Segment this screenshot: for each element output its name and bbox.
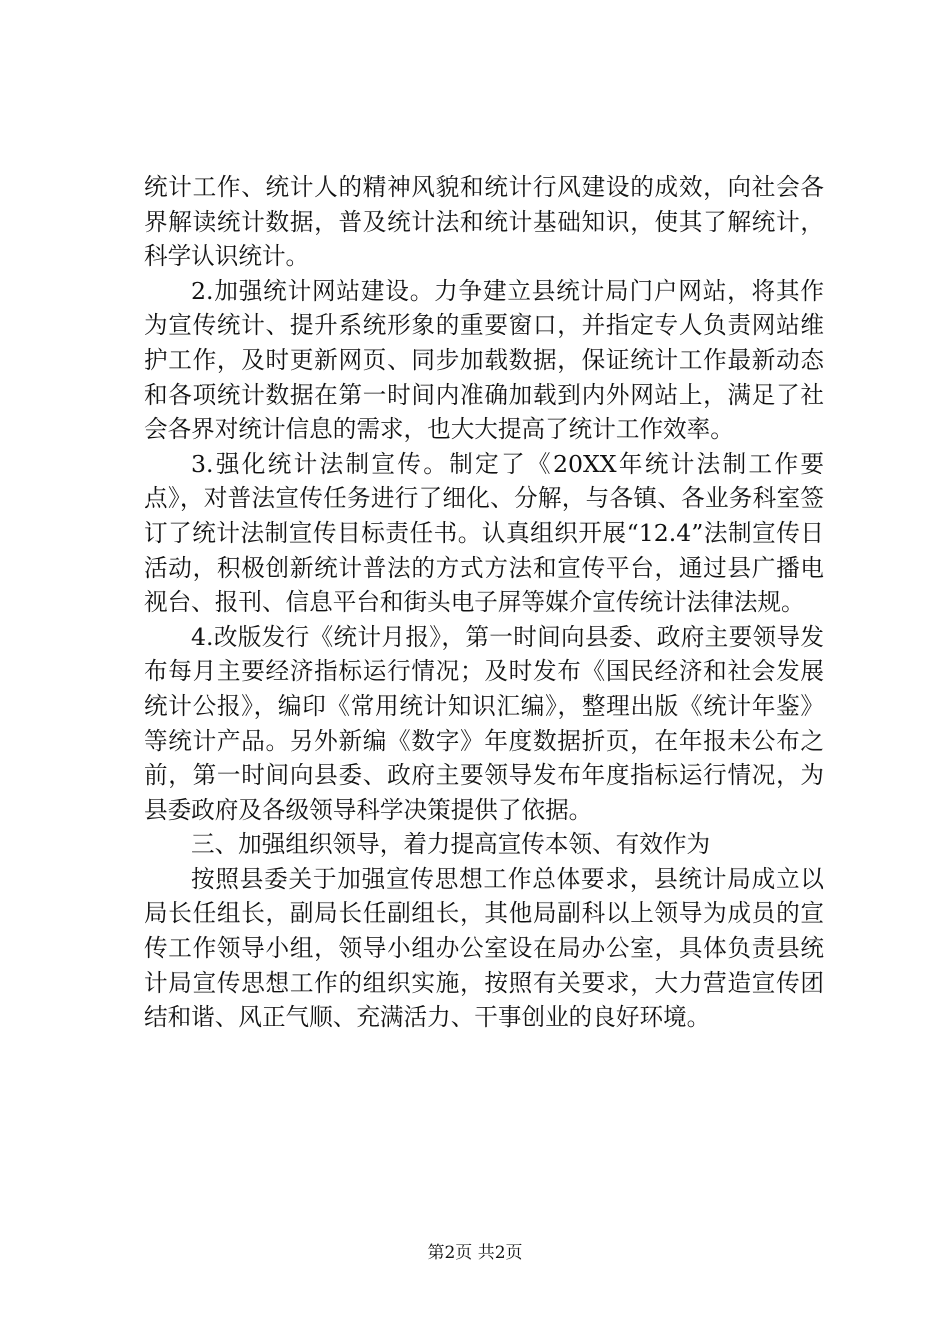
paragraph-monthly-report: 4.改版发行《统计月报》，第一时间向县委、政府主要领导发布每月主要经济指标运行情况；及时发布《国民经济和社会发展统计公报》，编印《常用统计知识汇编》，整理出版《统计年鉴》等统计产品。另外新编《数字》年度数据折页，在年报未公布之前，第一时间向县委、政府主要领导发布年度指标运行情况，为县委政府及各级领导科学决策提供了依据。 (144, 622, 824, 824)
paragraph-leadership-group: 按照县委关于加强宣传思想工作总体要求，县统计局成立以局长任组长，副局长任副组长，其他局副科以上领导为成员的宣传工作领导小组，领导小组办公室设在局办公室，具体负责县统计局宣传思想工作的组织实施，按照有关要求，大力营造宣传团结和谐、风正气顺、充满活力、干事创业的良好环境。 (144, 864, 824, 1032)
paragraph-website-construction: 2.加强统计网站建设。力争建立县统计局门户网站，将其作为宣传统计、提升系统形象的重要窗口，并指定专人负责网站维护工作，及时更新网页、同步加载数据，保证统计工作最新动态和各项统计数据在第一时间内准确加载到内外网站上，满足了社会各界对统计信息的需求，也大大提高了统计工作效率。 (144, 276, 824, 444)
section-heading-organization: 三、加强组织领导，着力提高宣传本领、有效作为 (191, 830, 711, 859)
paragraph-legal-publicity: 3.强化统计法制宣传。制定了《20XX年统计法制工作要点》，对普法宣传任务进行了细化、分解，与各镇、各业务科室签订了统计法制宣传目标责任书。认真组织开展“12.4”法制宣传日活动，积极创新统计普法的方式方法和宣传平台，通过县广播电视台、报刊、信息平台和街头电子屏等媒介宣传统计法律法规。 (144, 449, 824, 617)
document-body (144, 170, 824, 1035)
page-footer (0, 1242, 950, 1264)
paragraph-continuation: 统计工作、统计人的精神风貌和统计行风建设的成效，向社会各界解读统计数据，普及统计法和统计基础知识，使其了解统计，科学认识统计。 (144, 173, 824, 271)
page-number-label: 第2页 共2页 (427, 1243, 523, 1263)
